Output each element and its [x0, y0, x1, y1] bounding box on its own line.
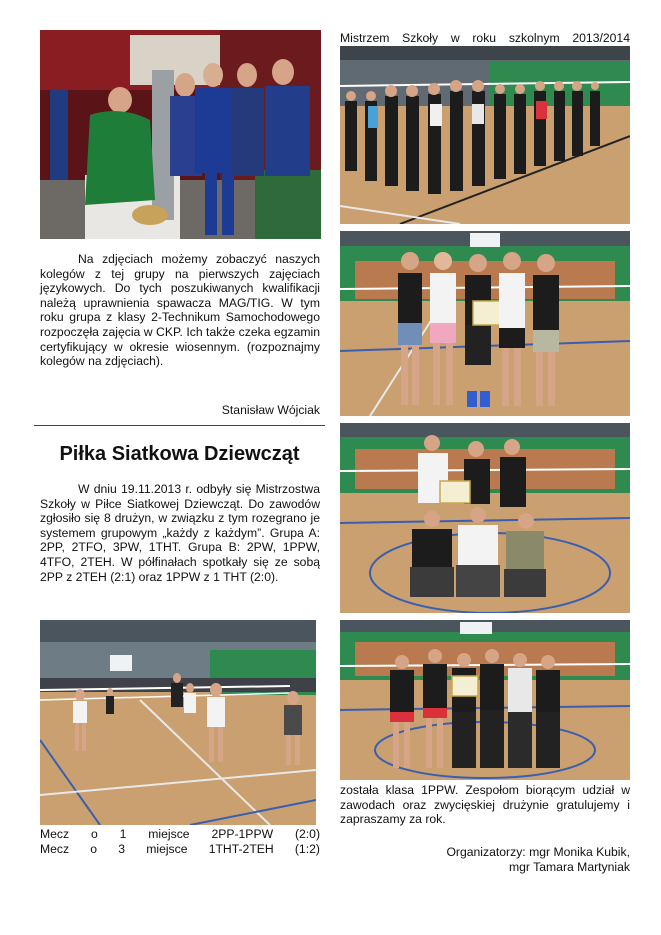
champion-caption-bottom: została klasa 1PPW. Zespołom biorącym udział w zawodach oraz zwycięskiej drużynie gratulujemy i zapraszamy za rok.: [340, 783, 630, 827]
match-word: 3: [118, 842, 126, 856]
photo-second-team: [340, 423, 630, 613]
match-word: o: [90, 842, 98, 856]
match-word: 1THT-2TEH: [208, 842, 274, 856]
champion-caption-top: Mistrzem Szkoły w roku szkolnym 2013/2014: [340, 31, 630, 45]
photo-volleyball-match: [40, 620, 316, 825]
organizers-line-1: Organizatorzy: mgr Monika Kubik,: [446, 845, 630, 859]
workshop-author: Stanisław Wójciak: [221, 403, 320, 417]
organizers-line-2: mgr Tamara Martyniak: [508, 860, 630, 874]
match-word: 2PP-1PPW: [211, 827, 274, 841]
photo-third-team: [340, 620, 630, 780]
match-word: (2:0): [294, 827, 320, 841]
match-word: 1: [119, 827, 127, 841]
workshop-paragraph: Na zdjęciach możemy zobaczyć naszych kolegów z tej grupy na pierwszych zajęciach językowych. Do tych poszukiwanych kwalifikacji należą uprawnienia spawacza MAG/TIG. W tym roku grupa z klasy 2-Technikum Samochodowego rozpoczęła zajęcia w CKP. Ich także czeka egzamin certyfikujący w okresie wiosennym. (rozpoznajmy kolegów na zdjęciach).: [40, 252, 320, 369]
section-divider: [34, 425, 325, 426]
match-result-third-place: [40, 842, 320, 857]
match-word: Mecz: [40, 842, 70, 856]
volleyball-paragraph: W dniu 19.11.2013 r. odbyły się Mistrzostwa Szkoły w Piłce Siatkowej Dziewcząt. Do zawodów zgłosiło się 8 drużyn, w związku z tym rozegrano je systemem grupowym „każdy z każdym”. Grupa A: 2PP, 2TFO, 3PW, 1THT. Grupa B: 2PW, 1PPW, 4TFO, 2TEH. W półfinałach spotkały się ze sobą 2PP z 2TEH (2:1) oraz 1PPW z 1 THT (2:0).: [40, 482, 320, 584]
match-word: miejsce: [146, 842, 188, 856]
photo-teams-lineup: [340, 46, 630, 224]
match-word: miejsce: [148, 827, 190, 841]
match-result-first-place: [40, 827, 320, 842]
match-word: o: [90, 827, 98, 841]
match-word: Mecz: [40, 827, 70, 841]
photo-welding-workshop: [40, 30, 321, 239]
match-word: (1:2): [294, 842, 320, 856]
volleyball-heading: Piłka Siatkowa Dziewcząt: [59, 443, 300, 465]
photo-winning-team: [340, 231, 630, 416]
